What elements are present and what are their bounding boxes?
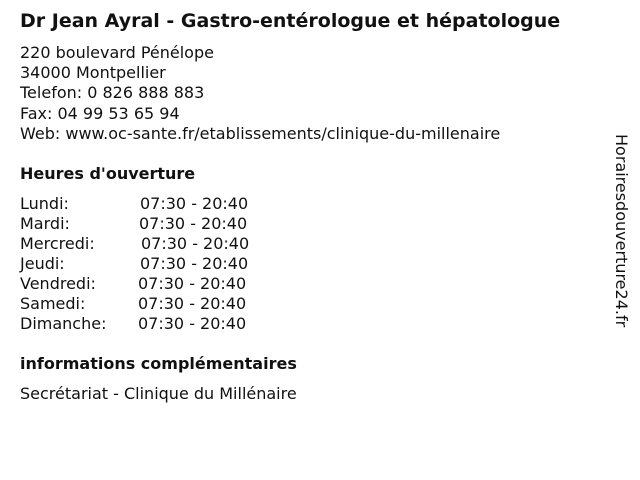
time-range: 07:30 - 20:40 [139,214,248,233]
time-range: 07:30 - 20:40 [140,194,249,213]
time-range: 07:30 - 20:40 [140,254,249,273]
day-label: Mardi: [20,214,70,233]
additional-info-text: Secrétariat - Clinique du Millénaire [20,384,297,403]
day-label: Vendredi: [20,274,96,293]
time-range: 07:30 - 20:40 [141,234,250,253]
street-address: 220 boulevard Pénélope [20,43,214,62]
time-range: 07:30 - 20:40 [138,274,247,293]
day-label: Mercredi: [20,234,95,253]
opening-hours-heading: Heures d'ouverture [20,164,196,183]
page-title: Dr Jean Ayral - Gastro-entérologue et hépatologue [20,10,561,32]
phone-number: Telefon: 0 826 888 883 [20,83,205,103]
site-watermark: Horairesdouverture24.fr [612,134,631,328]
website-link[interactable]: Web: www.oc-sante.fr/etablissements/clinique-du-millenaire [20,123,501,143]
time-range: 07:30 - 20:40 [138,294,247,313]
time-range: 07:30 - 20:40 [138,314,247,333]
day-label: Lundi: [20,194,69,213]
fax-number: Fax: 04 99 53 65 94 [20,103,180,123]
day-label: Jeudi: [20,254,65,273]
address-block [20,43,500,144]
city-address: 34000 Montpellier [20,63,166,83]
additional-info-heading: informations complémentaires [20,354,297,373]
day-label: Samedi: [20,294,86,313]
day-label: Dimanche: [20,314,107,333]
